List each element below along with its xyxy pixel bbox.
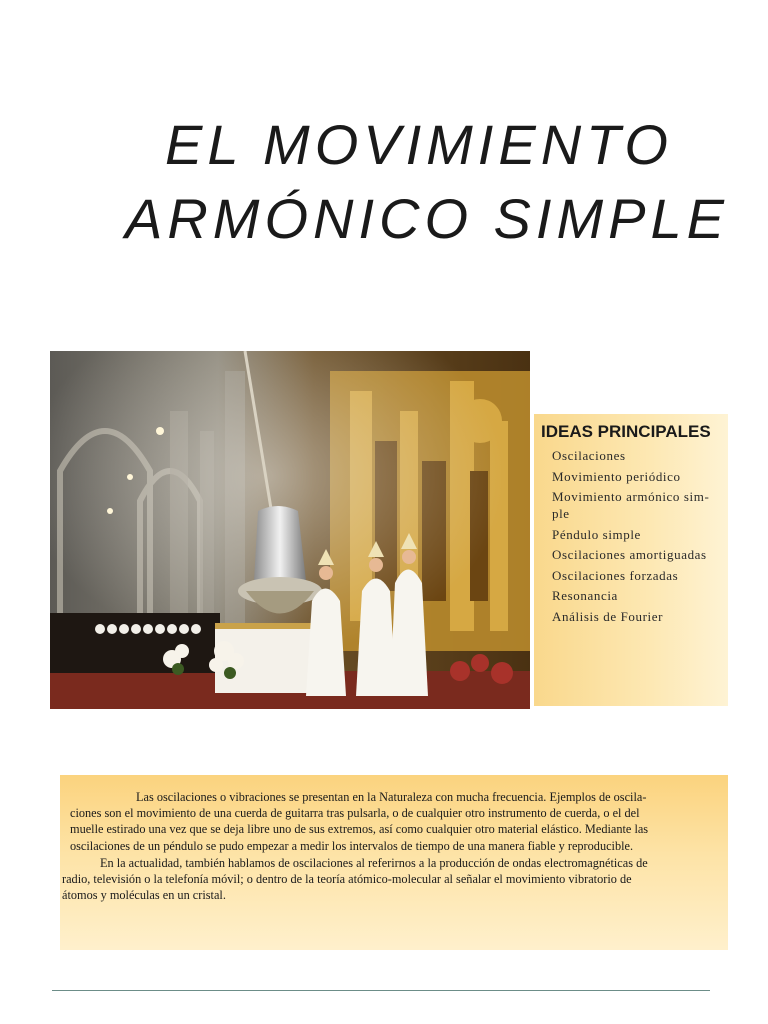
intro-line: En la actualidad, también hablamos de oscilaciones al referirnos a la producción de ondas electromagnéticas de xyxy=(100,856,648,870)
page-title-line-2: ARMÓNICO SIMPLE xyxy=(125,187,729,250)
list-item: Oscilaciones amortiguadas xyxy=(552,547,707,562)
intro-line: radio, televisión o la telefonía móvil; o dentro de la teoría atómico-molecular al señalar el movimiento vibratorio de xyxy=(62,872,632,887)
intro-line: Las oscilaciones o vibraciones se presentan en la Naturaleza con mucha frecuencia. Ejemplos de oscila- xyxy=(136,790,647,804)
page-title-line-1: EL MOVIMIENTO xyxy=(165,113,673,176)
list-item: Oscilaciones forzadas xyxy=(552,567,679,583)
list-item: ple xyxy=(552,506,570,521)
list-item: Resonancia xyxy=(552,588,618,603)
intro-line: oscilaciones de un péndulo se pudo empezar a medir los intervalos de tiempo de una manera fiable y reproducible. xyxy=(70,838,634,853)
intro-line: muelle estirado una vez que se deja libre uno de sus extremos, así como cualquier otro material elástico. Mediante las xyxy=(70,822,649,837)
list-item: Análisis de Fourier xyxy=(552,608,664,624)
list-item: Péndulo simple xyxy=(552,526,641,542)
intro-line: ciones son el movimiento de una cuerda de guitarra tras pulsarla, o de cualquier otro instrumento de cuerda, o el del xyxy=(70,806,640,821)
list-item: Movimiento armónico sim- xyxy=(552,489,710,504)
list-item: Movimiento periódico xyxy=(552,468,681,484)
intro-line: átomos y moléculas en un cristal. xyxy=(62,888,226,903)
list-item: Oscilaciones xyxy=(552,448,626,463)
cathedral-photo xyxy=(50,351,530,709)
main-ideas-list xyxy=(552,448,724,629)
intro-box xyxy=(60,775,728,950)
main-ideas-heading: IDEAS PRINCIPALES xyxy=(541,422,711,441)
intro-paragraph-1 xyxy=(70,789,720,854)
main-ideas-box xyxy=(534,414,728,706)
intro-paragraph-2 xyxy=(62,855,726,904)
footer-divider xyxy=(52,990,710,991)
